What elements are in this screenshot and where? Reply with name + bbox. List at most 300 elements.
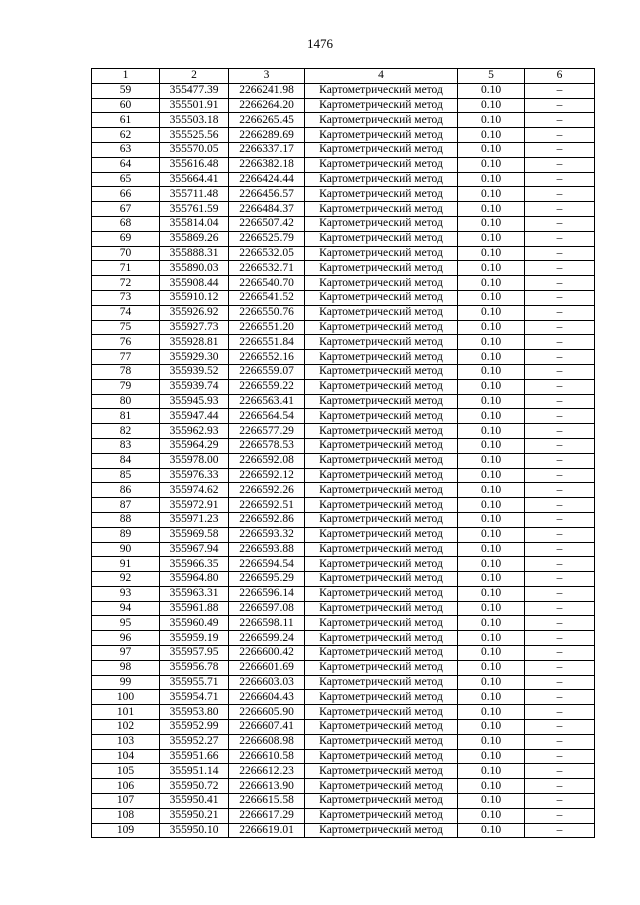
accuracy-cell: 0.10 bbox=[458, 379, 525, 394]
table-row bbox=[92, 231, 595, 246]
description-cell: – bbox=[525, 128, 595, 143]
table-row bbox=[92, 438, 595, 453]
description-cell: – bbox=[525, 424, 595, 439]
method-cell: Картометрический метод bbox=[305, 601, 458, 616]
point-number-cell: 77 bbox=[92, 350, 160, 365]
point-number-cell: 74 bbox=[92, 305, 160, 320]
y-coordinate-cell: 2266564.54 bbox=[229, 409, 305, 424]
method-cell: Картометрический метод bbox=[305, 172, 458, 187]
y-coordinate-cell: 2266613.90 bbox=[229, 779, 305, 794]
method-cell: Картометрический метод bbox=[305, 542, 458, 557]
point-number-cell: 90 bbox=[92, 542, 160, 557]
point-number-cell: 98 bbox=[92, 660, 160, 675]
method-cell: Картометрический метод bbox=[305, 808, 458, 823]
description-cell: – bbox=[525, 764, 595, 779]
description-cell: – bbox=[525, 187, 595, 202]
x-coordinate-cell: 355959.19 bbox=[160, 631, 229, 646]
x-coordinate-cell: 355947.44 bbox=[160, 409, 229, 424]
y-coordinate-cell: 2266592.51 bbox=[229, 498, 305, 513]
description-cell: – bbox=[525, 364, 595, 379]
description-cell: – bbox=[525, 246, 595, 261]
point-number-cell: 88 bbox=[92, 512, 160, 527]
point-number-cell: 79 bbox=[92, 379, 160, 394]
y-coordinate-cell: 2266612.23 bbox=[229, 764, 305, 779]
method-cell: Картометрический метод bbox=[305, 675, 458, 690]
table-row bbox=[92, 424, 595, 439]
method-cell: Картометрический метод bbox=[305, 764, 458, 779]
description-cell: – bbox=[525, 557, 595, 572]
x-coordinate-cell: 355978.00 bbox=[160, 453, 229, 468]
table-row bbox=[92, 572, 595, 587]
method-cell: Картометрический метод bbox=[305, 823, 458, 838]
point-number-cell: 70 bbox=[92, 246, 160, 261]
header-cell-6: 6 bbox=[525, 69, 595, 84]
point-number-cell: 71 bbox=[92, 261, 160, 276]
y-coordinate-cell: 2266540.70 bbox=[229, 276, 305, 291]
table-row bbox=[92, 601, 595, 616]
x-coordinate-cell: 355964.80 bbox=[160, 572, 229, 587]
x-coordinate-cell: 355960.49 bbox=[160, 616, 229, 631]
description-cell: – bbox=[525, 113, 595, 128]
table-row bbox=[92, 690, 595, 705]
x-coordinate-cell: 355969.58 bbox=[160, 527, 229, 542]
method-cell: Картометрический метод bbox=[305, 142, 458, 157]
x-coordinate-cell: 355927.73 bbox=[160, 320, 229, 335]
table-row bbox=[92, 557, 595, 572]
y-coordinate-cell: 2266551.84 bbox=[229, 335, 305, 350]
accuracy-cell: 0.10 bbox=[458, 586, 525, 601]
accuracy-cell: 0.10 bbox=[458, 705, 525, 720]
accuracy-cell: 0.10 bbox=[458, 542, 525, 557]
x-coordinate-cell: 355928.81 bbox=[160, 335, 229, 350]
y-coordinate-cell: 2266615.58 bbox=[229, 794, 305, 809]
y-coordinate-cell: 2266424.44 bbox=[229, 172, 305, 187]
table-row bbox=[92, 379, 595, 394]
point-number-cell: 59 bbox=[92, 83, 160, 98]
point-number-cell: 100 bbox=[92, 690, 160, 705]
table-row bbox=[92, 98, 595, 113]
description-cell: – bbox=[525, 453, 595, 468]
y-coordinate-cell: 2266593.88 bbox=[229, 542, 305, 557]
method-cell: Картометрический метод bbox=[305, 690, 458, 705]
description-cell: – bbox=[525, 483, 595, 498]
table-row bbox=[92, 364, 595, 379]
x-coordinate-cell: 355950.72 bbox=[160, 779, 229, 794]
y-coordinate-cell: 2266265.45 bbox=[229, 113, 305, 128]
table-row bbox=[92, 246, 595, 261]
description-cell: – bbox=[525, 675, 595, 690]
point-number-cell: 61 bbox=[92, 113, 160, 128]
point-number-cell: 102 bbox=[92, 720, 160, 735]
y-coordinate-cell: 2266241.98 bbox=[229, 83, 305, 98]
accuracy-cell: 0.10 bbox=[458, 764, 525, 779]
method-cell: Картометрический метод bbox=[305, 438, 458, 453]
point-number-cell: 105 bbox=[92, 764, 160, 779]
table-row bbox=[92, 675, 595, 690]
x-coordinate-cell: 355962.93 bbox=[160, 424, 229, 439]
method-cell: Картометрический метод bbox=[305, 231, 458, 246]
x-coordinate-cell: 355477.39 bbox=[160, 83, 229, 98]
accuracy-cell: 0.10 bbox=[458, 720, 525, 735]
point-number-cell: 65 bbox=[92, 172, 160, 187]
method-cell: Картометрический метод bbox=[305, 424, 458, 439]
method-cell: Картометрический метод bbox=[305, 113, 458, 128]
table-row bbox=[92, 409, 595, 424]
method-cell: Картометрический метод bbox=[305, 187, 458, 202]
point-number-cell: 94 bbox=[92, 601, 160, 616]
point-number-cell: 93 bbox=[92, 586, 160, 601]
point-number-cell: 106 bbox=[92, 779, 160, 794]
description-cell: – bbox=[525, 749, 595, 764]
point-number-cell: 85 bbox=[92, 468, 160, 483]
method-cell: Картометрический метод bbox=[305, 660, 458, 675]
x-coordinate-cell: 355616.48 bbox=[160, 157, 229, 172]
x-coordinate-cell: 355974.62 bbox=[160, 483, 229, 498]
y-coordinate-cell: 2266592.26 bbox=[229, 483, 305, 498]
point-number-cell: 83 bbox=[92, 438, 160, 453]
table-row bbox=[92, 187, 595, 202]
point-number-cell: 64 bbox=[92, 157, 160, 172]
description-cell: – bbox=[525, 660, 595, 675]
accuracy-cell: 0.10 bbox=[458, 808, 525, 823]
point-number-cell: 62 bbox=[92, 128, 160, 143]
x-coordinate-cell: 355525.56 bbox=[160, 128, 229, 143]
table-row bbox=[92, 616, 595, 631]
y-coordinate-cell: 2266601.69 bbox=[229, 660, 305, 675]
description-cell: – bbox=[525, 542, 595, 557]
y-coordinate-cell: 2266607.41 bbox=[229, 720, 305, 735]
point-number-cell: 89 bbox=[92, 527, 160, 542]
y-coordinate-cell: 2266605.90 bbox=[229, 705, 305, 720]
x-coordinate-cell: 355951.66 bbox=[160, 749, 229, 764]
x-coordinate-cell: 355952.99 bbox=[160, 720, 229, 735]
method-cell: Картометрический метод bbox=[305, 290, 458, 305]
accuracy-cell: 0.10 bbox=[458, 276, 525, 291]
accuracy-cell: 0.10 bbox=[458, 261, 525, 276]
point-number-cell: 97 bbox=[92, 646, 160, 661]
point-number-cell: 75 bbox=[92, 320, 160, 335]
accuracy-cell: 0.10 bbox=[458, 128, 525, 143]
table-row bbox=[92, 453, 595, 468]
table-row bbox=[92, 660, 595, 675]
method-cell: Картометрический метод bbox=[305, 572, 458, 587]
accuracy-cell: 0.10 bbox=[458, 527, 525, 542]
x-coordinate-cell: 355950.10 bbox=[160, 823, 229, 838]
method-cell: Картометрический метод bbox=[305, 734, 458, 749]
point-number-cell: 86 bbox=[92, 483, 160, 498]
accuracy-cell: 0.10 bbox=[458, 468, 525, 483]
point-number-cell: 99 bbox=[92, 675, 160, 690]
table-row bbox=[92, 542, 595, 557]
accuracy-cell: 0.10 bbox=[458, 113, 525, 128]
x-coordinate-cell: 355956.78 bbox=[160, 660, 229, 675]
x-coordinate-cell: 355501.91 bbox=[160, 98, 229, 113]
y-coordinate-cell: 2266532.05 bbox=[229, 246, 305, 261]
method-cell: Картометрический метод bbox=[305, 394, 458, 409]
accuracy-cell: 0.10 bbox=[458, 616, 525, 631]
y-coordinate-cell: 2266597.08 bbox=[229, 601, 305, 616]
table-row bbox=[92, 779, 595, 794]
accuracy-cell: 0.10 bbox=[458, 823, 525, 838]
accuracy-cell: 0.10 bbox=[458, 187, 525, 202]
x-coordinate-cell: 355945.93 bbox=[160, 394, 229, 409]
y-coordinate-cell: 2266289.69 bbox=[229, 128, 305, 143]
accuracy-cell: 0.10 bbox=[458, 749, 525, 764]
description-cell: – bbox=[525, 438, 595, 453]
x-coordinate-cell: 355910.12 bbox=[160, 290, 229, 305]
accuracy-cell: 0.10 bbox=[458, 394, 525, 409]
method-cell: Картометрический метод bbox=[305, 335, 458, 350]
x-coordinate-cell: 355570.05 bbox=[160, 142, 229, 157]
accuracy-cell: 0.10 bbox=[458, 438, 525, 453]
accuracy-cell: 0.10 bbox=[458, 734, 525, 749]
table-row bbox=[92, 276, 595, 291]
header-cell-5: 5 bbox=[458, 69, 525, 84]
method-cell: Картометрический метод bbox=[305, 557, 458, 572]
table-row bbox=[92, 705, 595, 720]
point-number-cell: 87 bbox=[92, 498, 160, 513]
point-number-cell: 66 bbox=[92, 187, 160, 202]
method-cell: Картометрический метод bbox=[305, 202, 458, 217]
accuracy-cell: 0.10 bbox=[458, 779, 525, 794]
x-coordinate-cell: 355908.44 bbox=[160, 276, 229, 291]
method-cell: Картометрический метод bbox=[305, 720, 458, 735]
coordinates-table bbox=[91, 68, 595, 838]
description-cell: – bbox=[525, 379, 595, 394]
point-number-cell: 82 bbox=[92, 424, 160, 439]
method-cell: Картометрический метод bbox=[305, 128, 458, 143]
description-cell: – bbox=[525, 734, 595, 749]
method-cell: Картометрический метод bbox=[305, 246, 458, 261]
accuracy-cell: 0.10 bbox=[458, 83, 525, 98]
method-cell: Картометрический метод bbox=[305, 512, 458, 527]
description-cell: – bbox=[525, 616, 595, 631]
table-row bbox=[92, 498, 595, 513]
accuracy-cell: 0.10 bbox=[458, 409, 525, 424]
y-coordinate-cell: 2266595.29 bbox=[229, 572, 305, 587]
y-coordinate-cell: 2266264.20 bbox=[229, 98, 305, 113]
method-cell: Картометрический метод bbox=[305, 83, 458, 98]
point-number-cell: 69 bbox=[92, 231, 160, 246]
point-number-cell: 68 bbox=[92, 216, 160, 231]
table-row bbox=[92, 586, 595, 601]
x-coordinate-cell: 355939.74 bbox=[160, 379, 229, 394]
table-row bbox=[92, 216, 595, 231]
description-cell: – bbox=[525, 305, 595, 320]
description-cell: – bbox=[525, 794, 595, 809]
accuracy-cell: 0.10 bbox=[458, 572, 525, 587]
description-cell: – bbox=[525, 808, 595, 823]
table-row bbox=[92, 527, 595, 542]
description-cell: – bbox=[525, 157, 595, 172]
description-cell: – bbox=[525, 320, 595, 335]
method-cell: Картометрический метод bbox=[305, 364, 458, 379]
description-cell: – bbox=[525, 498, 595, 513]
point-number-cell: 73 bbox=[92, 290, 160, 305]
accuracy-cell: 0.10 bbox=[458, 631, 525, 646]
description-cell: – bbox=[525, 646, 595, 661]
header-cell-1: 1 bbox=[92, 69, 160, 84]
x-coordinate-cell: 355664.41 bbox=[160, 172, 229, 187]
table-row bbox=[92, 305, 595, 320]
y-coordinate-cell: 2266541.52 bbox=[229, 290, 305, 305]
table-row bbox=[92, 764, 595, 779]
table-row bbox=[92, 350, 595, 365]
point-number-cell: 101 bbox=[92, 705, 160, 720]
y-coordinate-cell: 2266617.29 bbox=[229, 808, 305, 823]
y-coordinate-cell: 2266604.43 bbox=[229, 690, 305, 705]
accuracy-cell: 0.10 bbox=[458, 157, 525, 172]
accuracy-cell: 0.10 bbox=[458, 246, 525, 261]
description-cell: – bbox=[525, 335, 595, 350]
table-row bbox=[92, 512, 595, 527]
point-number-cell: 95 bbox=[92, 616, 160, 631]
method-cell: Картометрический метод bbox=[305, 586, 458, 601]
x-coordinate-cell: 355711.48 bbox=[160, 187, 229, 202]
description-cell: – bbox=[525, 512, 595, 527]
accuracy-cell: 0.10 bbox=[458, 305, 525, 320]
method-cell: Картометрический метод bbox=[305, 527, 458, 542]
x-coordinate-cell: 355972.91 bbox=[160, 498, 229, 513]
x-coordinate-cell: 355814.04 bbox=[160, 216, 229, 231]
x-coordinate-cell: 355952.27 bbox=[160, 734, 229, 749]
accuracy-cell: 0.10 bbox=[458, 794, 525, 809]
point-number-cell: 81 bbox=[92, 409, 160, 424]
x-coordinate-cell: 355939.52 bbox=[160, 364, 229, 379]
y-coordinate-cell: 2266593.32 bbox=[229, 527, 305, 542]
x-coordinate-cell: 355957.95 bbox=[160, 646, 229, 661]
method-cell: Картометрический метод bbox=[305, 779, 458, 794]
method-cell: Картометрический метод bbox=[305, 498, 458, 513]
y-coordinate-cell: 2266592.08 bbox=[229, 453, 305, 468]
table-row bbox=[92, 749, 595, 764]
x-coordinate-cell: 355963.31 bbox=[160, 586, 229, 601]
x-coordinate-cell: 355964.29 bbox=[160, 438, 229, 453]
description-cell: – bbox=[525, 261, 595, 276]
table-row bbox=[92, 202, 595, 217]
accuracy-cell: 0.10 bbox=[458, 350, 525, 365]
y-coordinate-cell: 2266563.41 bbox=[229, 394, 305, 409]
x-coordinate-cell: 355961.88 bbox=[160, 601, 229, 616]
point-number-cell: 80 bbox=[92, 394, 160, 409]
table-row bbox=[92, 261, 595, 276]
table-row bbox=[92, 808, 595, 823]
description-cell: – bbox=[525, 142, 595, 157]
accuracy-cell: 0.10 bbox=[458, 498, 525, 513]
accuracy-cell: 0.10 bbox=[458, 202, 525, 217]
x-coordinate-cell: 355976.33 bbox=[160, 468, 229, 483]
y-coordinate-cell: 2266596.14 bbox=[229, 586, 305, 601]
y-coordinate-cell: 2266456.57 bbox=[229, 187, 305, 202]
description-cell: – bbox=[525, 690, 595, 705]
y-coordinate-cell: 2266559.22 bbox=[229, 379, 305, 394]
accuracy-cell: 0.10 bbox=[458, 453, 525, 468]
accuracy-cell: 0.10 bbox=[458, 675, 525, 690]
description-cell: – bbox=[525, 231, 595, 246]
point-number-cell: 104 bbox=[92, 749, 160, 764]
y-coordinate-cell: 2266619.01 bbox=[229, 823, 305, 838]
y-coordinate-cell: 2266600.42 bbox=[229, 646, 305, 661]
description-cell: – bbox=[525, 601, 595, 616]
y-coordinate-cell: 2266484.37 bbox=[229, 202, 305, 217]
method-cell: Картометрический метод bbox=[305, 409, 458, 424]
y-coordinate-cell: 2266507.42 bbox=[229, 216, 305, 231]
accuracy-cell: 0.10 bbox=[458, 512, 525, 527]
x-coordinate-cell: 355954.71 bbox=[160, 690, 229, 705]
description-cell: – bbox=[525, 290, 595, 305]
description-cell: – bbox=[525, 98, 595, 113]
table-row bbox=[92, 142, 595, 157]
point-number-cell: 67 bbox=[92, 202, 160, 217]
accuracy-cell: 0.10 bbox=[458, 335, 525, 350]
description-cell: – bbox=[525, 409, 595, 424]
table-row bbox=[92, 83, 595, 98]
table-body bbox=[92, 69, 595, 838]
method-cell: Картометрический метод bbox=[305, 157, 458, 172]
point-number-cell: 103 bbox=[92, 734, 160, 749]
y-coordinate-cell: 2266525.79 bbox=[229, 231, 305, 246]
table-row bbox=[92, 631, 595, 646]
point-number-cell: 108 bbox=[92, 808, 160, 823]
method-cell: Картометрический метод bbox=[305, 379, 458, 394]
description-cell: – bbox=[525, 276, 595, 291]
y-coordinate-cell: 2266598.11 bbox=[229, 616, 305, 631]
table-row bbox=[92, 335, 595, 350]
method-cell: Картометрический метод bbox=[305, 261, 458, 276]
y-coordinate-cell: 2266592.86 bbox=[229, 512, 305, 527]
description-cell: – bbox=[525, 705, 595, 720]
x-coordinate-cell: 355951.14 bbox=[160, 764, 229, 779]
description-cell: – bbox=[525, 216, 595, 231]
point-number-cell: 109 bbox=[92, 823, 160, 838]
description-cell: – bbox=[525, 720, 595, 735]
method-cell: Картометрический метод bbox=[305, 483, 458, 498]
point-number-cell: 78 bbox=[92, 364, 160, 379]
description-cell: – bbox=[525, 172, 595, 187]
x-coordinate-cell: 355890.03 bbox=[160, 261, 229, 276]
x-coordinate-cell: 355503.18 bbox=[160, 113, 229, 128]
header-cell-3: 3 bbox=[229, 69, 305, 84]
table-row bbox=[92, 128, 595, 143]
table-row bbox=[92, 320, 595, 335]
method-cell: Картометрический метод bbox=[305, 216, 458, 231]
x-coordinate-cell: 355869.26 bbox=[160, 231, 229, 246]
description-cell: – bbox=[525, 202, 595, 217]
description-cell: – bbox=[525, 779, 595, 794]
accuracy-cell: 0.10 bbox=[458, 98, 525, 113]
table-row bbox=[92, 483, 595, 498]
table-row bbox=[92, 113, 595, 128]
table-row bbox=[92, 394, 595, 409]
description-cell: – bbox=[525, 631, 595, 646]
y-coordinate-cell: 2266559.07 bbox=[229, 364, 305, 379]
point-number-cell: 91 bbox=[92, 557, 160, 572]
description-cell: – bbox=[525, 527, 595, 542]
table-row bbox=[92, 794, 595, 809]
point-number-cell: 107 bbox=[92, 794, 160, 809]
y-coordinate-cell: 2266552.16 bbox=[229, 350, 305, 365]
table-row bbox=[92, 172, 595, 187]
table-row bbox=[92, 823, 595, 838]
point-number-cell: 76 bbox=[92, 335, 160, 350]
point-number-cell: 63 bbox=[92, 142, 160, 157]
accuracy-cell: 0.10 bbox=[458, 483, 525, 498]
accuracy-cell: 0.10 bbox=[458, 172, 525, 187]
y-coordinate-cell: 2266599.24 bbox=[229, 631, 305, 646]
accuracy-cell: 0.10 bbox=[458, 142, 525, 157]
accuracy-cell: 0.10 bbox=[458, 646, 525, 661]
point-number-cell: 84 bbox=[92, 453, 160, 468]
